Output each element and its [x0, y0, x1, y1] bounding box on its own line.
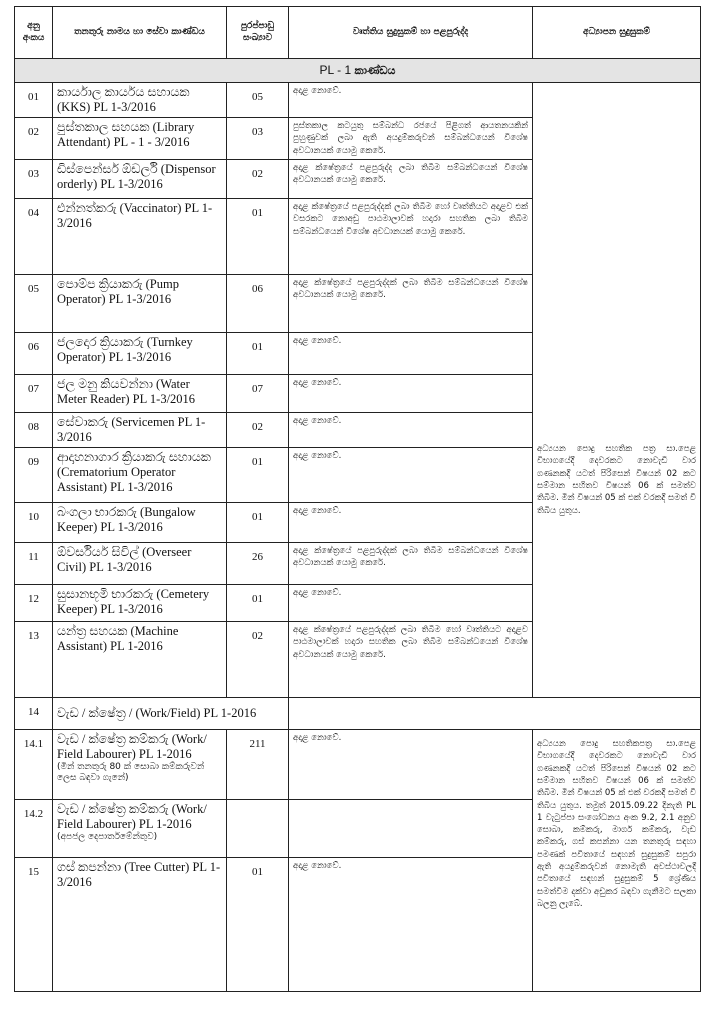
row-number: 14	[15, 697, 53, 729]
experience-requirement: අදාළ නොවේ.	[289, 374, 533, 412]
experience-requirement: අදාළ නොවේ.	[289, 332, 533, 374]
category-label: කාණ්ඩය	[354, 65, 396, 77]
vacancy-count: 26	[227, 542, 289, 584]
education-requirement-1	[533, 83, 701, 698]
education-text-1: අධ්‍යයන පොදු සහතික පත්‍ර සා.පෙළ විභාගයේදී දෙවරකට නොවැඩි වාර ගණනකදී යටත් පිරිසෙන් විෂයන් 02 කට සම්මාන සහිතව විෂයන් 06 ක් සමත්ව තිබීම. මින් විෂයන් 05 ක් එක් වරකදී සමත් වී තිබිය යුතුය.	[537, 444, 696, 516]
row-number: 13	[15, 621, 53, 697]
vacancy-count: 03	[227, 118, 289, 160]
post-title: වැඩ / ක්ෂේත්‍ර කම්කරු (Work/ Field Labourer) PL 1-2016	[57, 731, 207, 761]
vacancy-count: 01	[227, 447, 289, 502]
post-title: බංගලා භාරකරු (Bungalow Keeper) PL 1-3/2016	[53, 502, 227, 542]
header-education: අධ්‍යාපන සුදුසුකම්	[533, 7, 701, 59]
vacancy-table-sheet	[14, 6, 700, 992]
row-number: 01	[15, 83, 53, 118]
post-title: එන්නත්කරු (Vaccinator) PL 1-3/2016	[53, 198, 227, 274]
row-number: 14.2	[15, 799, 53, 857]
vacancy-count: 02	[227, 412, 289, 447]
experience-requirement: අදාළ ක්ෂේත්‍රයේ පළපුරුද්ද ලබා තිබීම සම්බන්ධයෙන් විශේෂ අවධානයක් යොමු කෙරේ.	[289, 159, 533, 198]
post-title: කාර්යාල කාර්යය සහායක (KKS) PL 1-3/2016	[53, 83, 227, 118]
table-row	[15, 729, 701, 799]
vacancy-count: 02	[227, 621, 289, 697]
experience-requirement: අදාළ නොවේ.	[289, 857, 533, 991]
category-row	[15, 59, 701, 83]
header-row	[15, 7, 701, 59]
vacancy-count: 01	[227, 584, 289, 621]
category-cell	[15, 59, 701, 83]
experience-requirement: අදාළ නොවේ.	[289, 412, 533, 447]
post-title: ගස් කපන්නා (Tree Cutter) PL 1-3/2016	[57, 859, 221, 889]
row-number: 04	[15, 198, 53, 274]
vacancy-count: 06	[227, 274, 289, 332]
post-title: ආදාහනාගාර ක්‍රියාකරු සහායක (Crematorium Operator Assistant) PL 1-3/2016	[53, 447, 227, 502]
experience-requirement: අදාළ නොවේ.	[289, 584, 533, 621]
empty-cell	[289, 697, 701, 729]
vacancy-count: 01	[227, 502, 289, 542]
row-number: 06	[15, 332, 53, 374]
row-number: 07	[15, 374, 53, 412]
vacancy-count	[227, 799, 289, 857]
experience-requirement: අදාළ ක්ෂේත්‍රයේ පළපුරුද්දක් ලබා තිබීම සම්බන්ධයෙන් විශේෂ අවධානයක් යොමු කෙරේ.	[289, 274, 533, 332]
header-no: අනු අංකය	[15, 7, 53, 59]
experience-requirement: අදාළ නොවේ.	[289, 447, 533, 502]
post-title-cell	[53, 799, 227, 857]
row-number: 03	[15, 159, 53, 198]
post-title: වැඩ / ක්ෂේත්‍ර / (Work/Field) PL 1-2016	[53, 697, 289, 729]
post-title: ඕවර්සියර් සිවිල් (Overseer Civil) PL 1-3/2016	[53, 542, 227, 584]
post-title-cell	[53, 729, 227, 799]
row-number: 11	[15, 542, 53, 584]
post-title-cell	[53, 857, 227, 991]
row-number: 15	[15, 857, 53, 991]
vacancy-count: 211	[227, 729, 289, 799]
row-number: 12	[15, 584, 53, 621]
post-title: සුසානභූමි භාරකරු (Cemetery Keeper) PL 1-3/2016	[53, 584, 227, 621]
vacancy-count: 01	[227, 857, 289, 991]
row-number: 09	[15, 447, 53, 502]
education-requirement-2: අධ්‍යයන පොදු සහතිකපත්‍ර සා.පෙළ විභාගයේදී දෙවරකට නොවැඩි වාර ගණනකදී යටත් පිරිසෙන් විෂයන් 02 කට සම්මාන සහිතව විෂයන් 06 ක් සමත්ව තිබීම. මින් විෂයන් 05 ක් එක් වරකදී සමත් වී තිබිය යුතුය. තමුත් 2015.09.22 දිනැති PL 1 වැටුප්පා සංශෝධනය අංක 9.2, 2.1 අනුව සොබා, කම්කරු, මාර්ග කම්කරු, වැඩ කම්කරු, ගස් කපන්නා යන තනතුරු සඳහා පමණක් පවිතායේ සඳහන් සුදුසුකම් සපුරා ඇති අයදුම්කරුවන් නොමැති අවස්ථාවලදී පවිතායේ සඳහන් සුදුසුකම් 5 ශ්‍රේණිය සමත්විම දක්වා අඩුකර බඳවා ගැනීමට සලකා බලනු ලැබේ.	[533, 729, 701, 991]
experience-requirement: අදාළ නොවේ.	[289, 729, 533, 799]
experience-requirement: අදාළ නොවේ.	[289, 83, 533, 118]
header-experience: වෘත්තිය සුදුසුකම් හා පළපුරුද්ද	[289, 7, 533, 59]
row-number: 08	[15, 412, 53, 447]
post-title: ජලදොර ක්‍රියාකරු (Turnkey Operator) PL 1-3/2016	[53, 332, 227, 374]
table-row	[15, 83, 701, 118]
post-title: පුස්තකාල සහයක (Library Attendant) PL - 1 - 3/2016	[53, 118, 227, 160]
experience-requirement: අදාළ ක්ෂේත්‍රයේ පළපුරුද්දක් ලබා තිබීම හෝ වෘත්තියට අදාළව එක් වසරකට නොඅඩු පාඨමාලාවක් හදාරා සහතික ලබා තිබීම සම්බන්ධයෙන් විශේෂ අවධානයක් යොමු කෙරේ.	[289, 198, 533, 274]
post-title: ඩිස්පෙන්සර් ඕඩර්ලි (Dispensor orderly) PL 1-3/2016	[53, 159, 227, 198]
header-count: පුරප්පාඩු සංඛ්‍යාව	[227, 7, 289, 59]
post-title: යන්ත්‍ර සහයක (Machine Assistant) PL 1-2016	[53, 621, 227, 697]
post-title: වැඩ / ක්ෂේත්‍ර කම්කරු (Work/ Field Labourer) PL 1-2016	[57, 801, 207, 831]
post-note: (අපජල දෙපාර්තමේන්තුව)	[57, 831, 158, 842]
vacancy-count: 01	[227, 332, 289, 374]
vacancy-count: 07	[227, 374, 289, 412]
post-note: (මින් තනතුරු 80 ක් සොබා කම්කරුවන් ලෙස බඳවා ගැනේ)	[57, 761, 205, 783]
experience-requirement: අදාළ නොවේ.	[289, 502, 533, 542]
row-number: 14.1	[15, 729, 53, 799]
vacancy-count: 05	[227, 83, 289, 118]
post-title: ජල මනු කියවන්නා (Water Meter Reader) PL 1-3/2016	[53, 374, 227, 412]
header-post: තනතුරු නාමය හා සේවා කාණ්ඩය	[53, 7, 227, 59]
post-title: පොම්ප ක්‍රියාකරු (Pump Operator) PL 1-3/2016	[53, 274, 227, 332]
vacancy-table	[14, 6, 701, 992]
experience-requirement: අදාළ ක්ෂේත්‍රයේ පළපුරුද්දක් ලබා තිබීම සම්බන්ධයෙන් විශේෂ අවධානයක් යොමු කෙරේ.	[289, 542, 533, 584]
vacancy-count: 02	[227, 159, 289, 198]
row-number: 10	[15, 502, 53, 542]
vacancy-count: 01	[227, 198, 289, 274]
row-number: 05	[15, 274, 53, 332]
post-title: සේවාකරු (Servicemen PL 1-3/2016	[53, 412, 227, 447]
experience-requirement	[289, 799, 533, 857]
experience-requirement: අදාළ ක්ෂේත්‍රයේ පළපුරුද්දක් ලබා තිබීම හෝ වෘත්තියට අදාළව පාඨමාලාවක් හදාරා සහතික ලබා තිබීම සම්බන්ධයෙන් විශේෂ අවධානයක් යොමු කෙරේ.	[289, 621, 533, 697]
experience-requirement: පුස්තකාල කටයුතු සම්බන්ධ රජයේ පිළිගත් ආයතනයකින් පුහුණුවක් ලබා ඇති අයදුම්කරුවන් සම්බන්ධයෙන් විශේෂ අවධානයක් යොමු කෙරේ.	[289, 118, 533, 160]
section-row-14	[15, 697, 701, 729]
row-number: 02	[15, 118, 53, 160]
category-code: PL - 1	[319, 63, 352, 77]
